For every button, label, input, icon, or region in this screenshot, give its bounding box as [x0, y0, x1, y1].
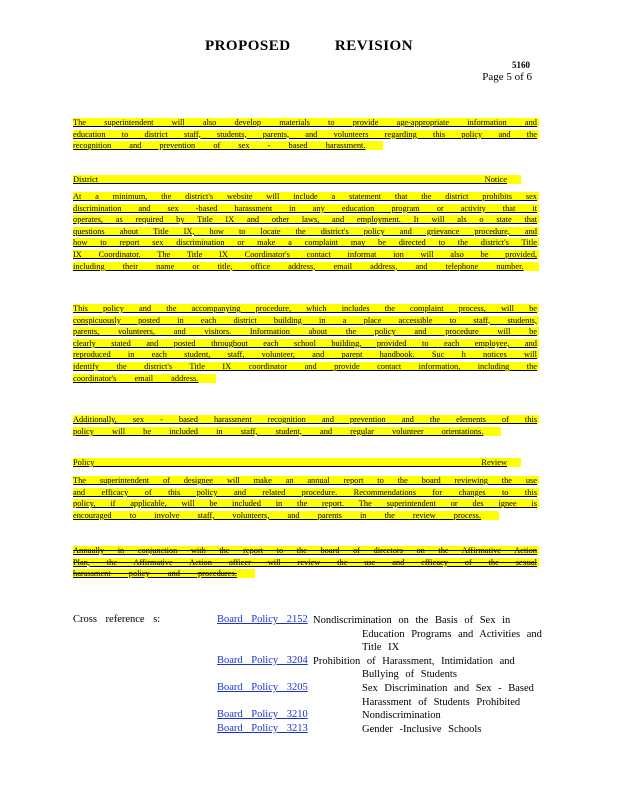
cross-reference-item	[217, 682, 547, 709]
paragraph-line: The superintendent will also develop materials to provide age-appropriate information and	[73, 118, 537, 127]
cross-reference-item	[217, 723, 547, 737]
paragraph	[73, 475, 539, 521]
board-policy-link[interactable]: Board Policy 3205	[217, 681, 308, 693]
cross-reference-item	[217, 655, 547, 682]
paragraph-line: At a minimum, the district's website will include a statement that the district prohibits sex	[73, 192, 537, 201]
board-policy-link[interactable]: Board Policy 3204	[217, 654, 308, 666]
section-heading	[73, 457, 539, 469]
paragraph-line: parents, volunteers, and visitors. Information about the policy and procedure will be	[73, 327, 537, 337]
cross-reference-item	[217, 709, 547, 723]
cross-reference-label: Cross reference s:	[73, 614, 161, 625]
section-heading-text: Policy Review	[73, 458, 521, 467]
policy-number: 5160	[512, 60, 530, 70]
paragraph-line: conspicuously posted in each district building in a place accessible to staff, students,	[73, 315, 537, 325]
cross-reference-list	[217, 614, 547, 736]
paragraph	[73, 117, 539, 152]
page-title: PROPOSED REVISION	[204, 38, 414, 54]
cross-reference-description: Nondiscrimination on the Basis of Sex in Education Programs and Activities and Title IX	[313, 615, 542, 654]
paragraph-line: discrimination and sex -based harassment in any education program or activity that it	[73, 203, 537, 213]
paragraph-line: questions about Title IX, how to locate the district's policy and grievance procedure, and	[73, 226, 537, 236]
paragraph-line: how to report sex discrimination or make a complaint may be directed to the district's Title	[73, 238, 537, 248]
paragraph-line: identify the district's Title IX coordinator and provide contact information, including the	[73, 361, 537, 371]
paragraph-line: including their name or title, office address, email address, and telephone number.	[73, 262, 539, 271]
cross-reference-description: Gender -Inclusive Schools	[362, 723, 482, 735]
paragraph-line: reproduced in each student, staff, volunteer, and parent handbook. Suc h notices will	[73, 350, 537, 360]
paragraph-line: clearly stated and posted throughout each school building, provided to each employee, and	[73, 338, 537, 348]
paragraph-line: Annually in conjunction with the report to the board of directors on the Affirmative Action	[73, 546, 537, 555]
paragraph-line: Additionally, sex - based harassment recognition and prevention and the elements of this	[73, 415, 537, 424]
cross-reference-description: Prohibition of Harassment, Intimidation and Bullying of Students	[313, 655, 515, 681]
board-policy-link[interactable]: Board Policy 2152	[217, 614, 308, 625]
paragraph-line: education to district staff, students, parents, and volunteers regarding this policy and the	[73, 129, 537, 139]
section-heading	[73, 174, 539, 186]
paragraph	[73, 191, 539, 272]
cross-reference-item	[217, 614, 547, 655]
paragraph-line: coordinator's email address.	[73, 374, 216, 383]
paragraph-line: policy will be included in staff, student, and regular volunteer orientations.	[73, 427, 501, 436]
paragraph-line: policy, if applicable, will be included in the report. The superintendent or des ignee is	[73, 499, 537, 509]
paragraph	[73, 545, 539, 580]
paragraph	[73, 303, 539, 384]
paragraph	[73, 414, 539, 437]
paragraph-line: This policy and the accompanying procedure, which includes the complaint process, will be	[73, 304, 537, 313]
paragraph-line: encouraged to involve staff, volunteers, and parents in the review process.	[73, 511, 499, 520]
page-number: Page 5 of 6	[482, 71, 532, 83]
paragraph-line: operates, as required by Title IX and other laws, and employment. It will als o state that	[73, 215, 537, 225]
paragraph-line: harassment policy and procedures.	[73, 569, 255, 578]
paragraph-line: The superintendent of designee will make an annual report to the board reviewing the use	[73, 476, 537, 485]
paragraph-line: IX Coordinator. The Title IX Coordinator's contact informat ion will also be provided,	[73, 249, 537, 259]
paragraph-line: and efficacy of this policy and related procedure. Recommendations for changes to this	[73, 487, 537, 497]
cross-reference-description: Sex Discrimination and Sex - Based Harassment of Students Prohibited	[362, 682, 534, 708]
paragraph-line: Plan, the Affirmative Action officer will review the use and efficacy of the sexual	[73, 557, 537, 567]
section-heading-text: District Notice	[73, 175, 521, 184]
board-policy-link[interactable]: Board Policy 3210	[217, 709, 308, 721]
cross-reference-description: Nondiscrimination	[362, 710, 441, 722]
board-policy-link[interactable]: Board Policy 3213	[217, 722, 308, 734]
paragraph-line: recognition and prevention of sex - based harassment.	[73, 141, 383, 150]
